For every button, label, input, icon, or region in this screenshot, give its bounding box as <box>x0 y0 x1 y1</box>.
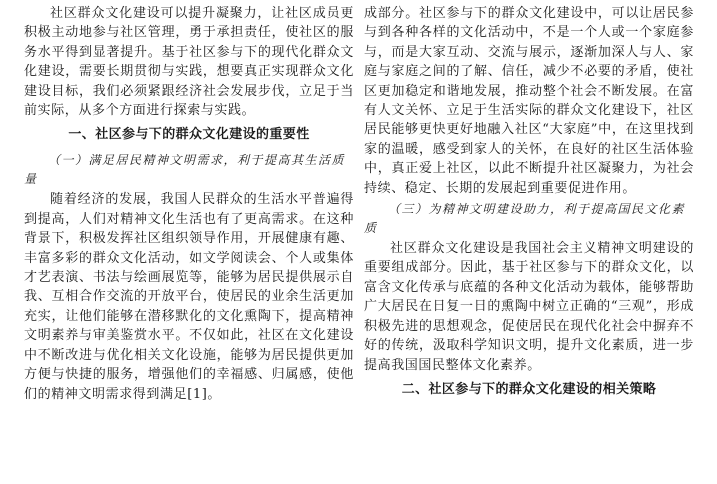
left-column <box>24 4 354 404</box>
body-paragraph-3: 社区群众文化建设是我国社会主义精神文明建设的重要组成部分。因此，基于社区参与下的群众文化，以富含文化传承与底蕴的各种文化活动为载体，能够帮助广大居民在日复一日的熏陶中树立正确的“三观”，形成积极先进的思想观念，促使居民在现代化社会中摒弃不好的传统，汲取科学知识文明，提升文化素质，进一步提高我国国民整体文化素养。 <box>364 241 694 373</box>
section-heading-strategies: 二、社区参与下的群众文化建设的相关策略 <box>401 381 657 397</box>
body-paragraph-1: 随着经济的发展，我国人民群众的生活水平普遍得到提高，人们对精神文化生活也有了更高需求。在这种背景下，积极发挥社区组织领导作用，开展健康有趣、丰富多彩的群众文化活动，如文学阅读会、个人或集体才艺表演、书法与绘画展览等，能够为居民提供展示自我、互相合作交流的开放平台，使居民的业余生活更加充实，让他们能够在潜移默化的文化熏陶下，提高精神文明素养与审美鉴赏水平。不仅如此，社区在文化建设中不断改进与优化相关文化设施，能够为居民提供更加方便与快捷的服务，增强他们的幸福感、归属感，使他们的精神文明需求得到满足[1]。 <box>24 192 354 402</box>
subsection-heading-3: （三）为精神文明建设助力，利于提高国民文化素质 <box>364 202 686 236</box>
right-column <box>364 4 694 406</box>
continued-paragraph: 成部分。社区参与下的群众文化建设中，可以让居民参与到各种各样的文化活动中，不是一个人或一个家庭参与，而是大家互动、交流与展示，逐渐加深人与人、家庭与家庭之间的了解、信任，减少不必要的矛盾，使社区更加稳定和谐地发展，推动整个社会不断发展。在富有人文关怀、立足于生活实际的群众文化建设下，社区居民能够更快更好地融入社区“大家庭”中，在这里找到家的温暖，感受到家人的关怀，在良好的社区生活体验中，真正爱上社区，以此不断提升社区凝聚力，为社会持续、稳定、长期的发展起到重要促进作用。 <box>364 6 694 196</box>
intro-paragraph: 社区群众文化建设可以提升凝聚力，让社区成员更积极主动地参与社区管理，勇于承担责任，使社区的服务水平得到显著提升。基于社区参与下的现代化群众文化建设，需要长期贯彻与实践，想要真正实现群众文化建设目标，我们必须紧跟经济社会发展步伐，立足于当前实际，从多个方面进行探索与实践。 <box>24 6 354 119</box>
subsection-heading-1: （一）满足居民精神文明需求，利于提高其生活质量 <box>24 153 346 187</box>
section-heading-importance: 一、社区参与下的群众文化建设的重要性 <box>68 127 310 143</box>
